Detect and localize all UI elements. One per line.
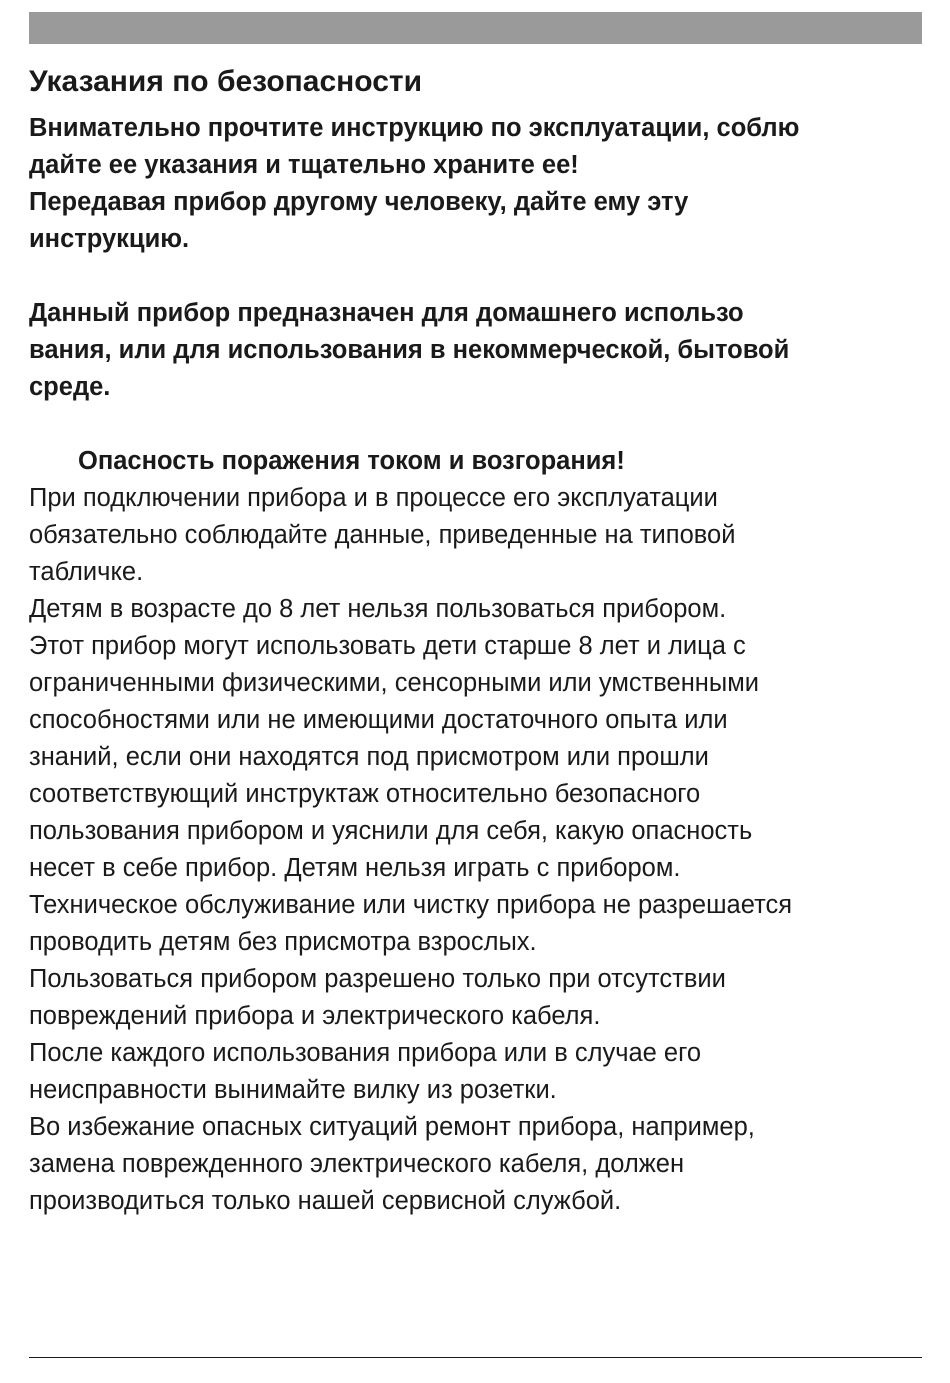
intro-paragraph: Внимательно прочтите инструкцию по эксплуатации, соблю дайте ее указания и тщательно храните ее! Передавая прибор другому человеку, дайте ему эту инструкцию.	[29, 114, 800, 253]
footer-divider	[29, 1357, 922, 1358]
header-bar	[29, 12, 922, 44]
page-title: Указания по безопасности	[29, 65, 423, 98]
paragraph-spacer	[29, 406, 922, 443]
warning-paragraph-damage: Пользоваться прибором разрешено только при отсутствии повреждений прибора и электрического кабеля.	[29, 965, 726, 1030]
warning-paragraph-unplug: После каждого использования прибора или в случае его неисправности вынимайте вилку из розетки.	[29, 1039, 702, 1104]
warning-heading: Опасность поражения током и возгорания!	[78, 447, 625, 475]
warning-paragraph-children-under-8: Детям в возрасте до 8 лет нельзя пользоваться прибором.	[29, 595, 727, 623]
warning-paragraph-rating-plate: При подключении прибора и в процессе его эксплуатации обязательно соблюдайте данные, приведенные на типовой табличке.	[29, 484, 736, 586]
warning-paragraph-supervision: Этот прибор могут использовать дети старше 8 лет и лица с ограниченными физическими, сенсорными или умственными способностями или не имеющими достаточного опыта или знаний, если они находятся под присмотром или прошли соответствующий инструктаж относительно безопасного пользования прибором и уяснили для себя, какую опасность несет в себе прибор. Детям нельзя играть с прибором.	[29, 632, 759, 882]
usage-paragraph: Данный прибор предназначен для домашнего использо вания, или для использования в некоммерческой, бытовой среде.	[29, 299, 790, 401]
warning-paragraph-cleaning: Техническое обслуживание или чистку прибора не разрешается проводить детям без присмотра взрослых.	[29, 891, 793, 956]
warning-paragraph-repair: Во избежание опасных ситуаций ремонт прибора, например, замена поврежденного электрического кабеля, должен производиться только нашей сервисной службой.	[29, 1113, 755, 1215]
document-body	[29, 62, 922, 1220]
paragraph-spacer	[29, 258, 922, 295]
